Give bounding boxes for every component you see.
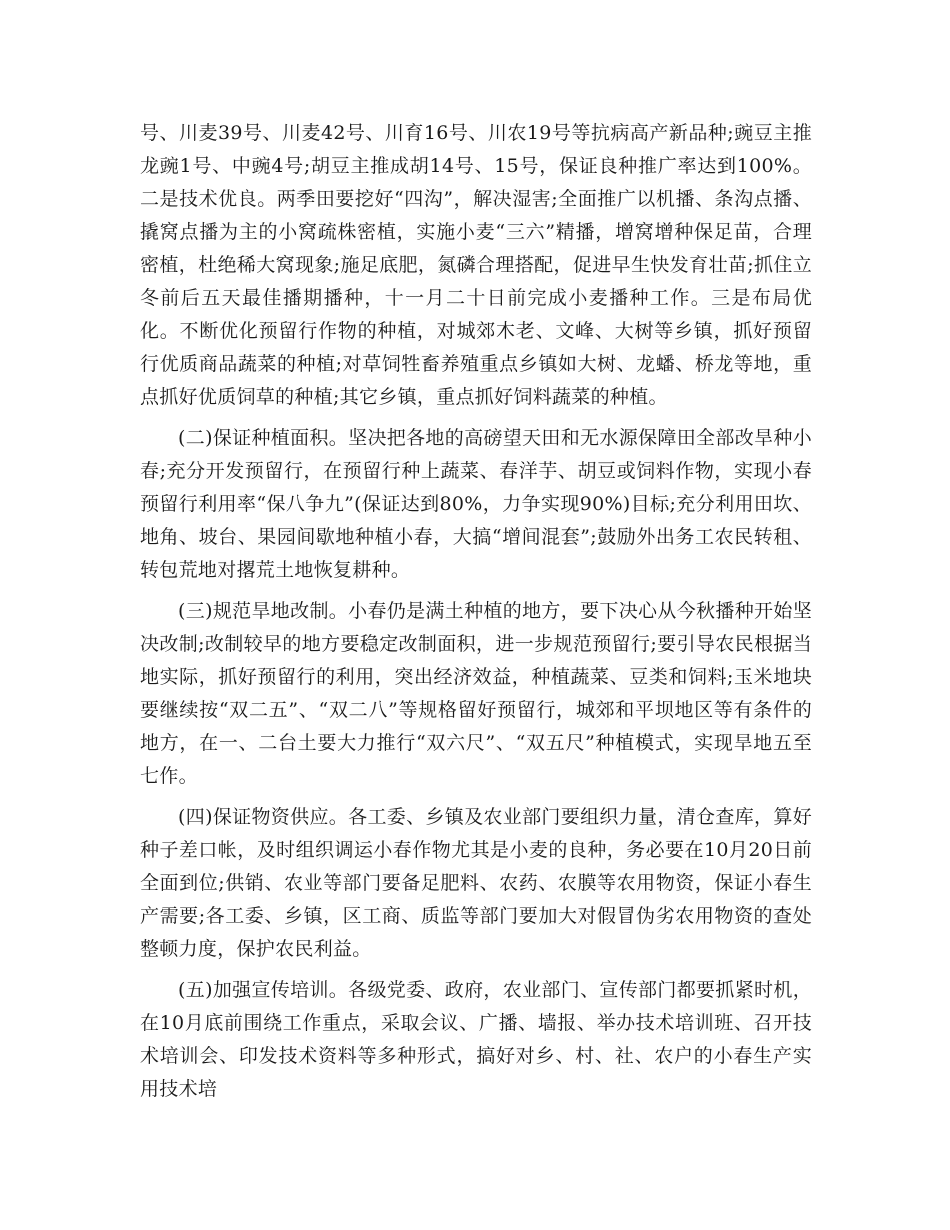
paragraph-continued: 号、川麦39号、川麦42号、川育16号、川农19号等抗病高产新品种;豌豆主推龙豌1号、中豌4号;胡豆主推成胡14号、15号，保证良种推广率达到100%。二是技术优良。两季田要挖好“四沟”，解决湿害;全面推广以机播、条沟点播、撬窝点播为主的小窝疏株密植，实施小麦“三六”精播，增窝增种保足苗，合理密植，杜绝稀大窝现象;施足底肥，氮磷合理搭配，促进早生快发育壮苗;抓住立冬前后五天最佳播期播种，十一月二十日前完成小麦播种工作。三是布局优化。不断优化预留行作物的种植，对城郊木老、文峰、大树等乡镇，抓好预留行优质商品蔬菜的种植;对草饲牲畜养殖重点乡镇如大树、龙蟠、桥龙等地，重点抓好优质饲草的种植;其它乡镇，重点抓好饲料蔬菜的种植。 [140, 122, 812, 408]
paragraph-dryland-reform: (三)规范旱地改制。小春仍是满土种植的地方，要下决心从今秋播种开始坚决改制;改制较早的地方要稳定改制面积，进一步规范预留行;要引导农民根据当地实际，抓好预留行的利用，突出经济效益，种植蔬菜、豆类和饲料;玉米地块要继续按“双二五”、“双二八”等规格留好预留行，城郊和平坝地区等有条件的地方，在一、二台土要大力推行“双六尺”、“双五尺”种植模式，实现旱地五至七作。 [140, 600, 812, 787]
paragraph-material-supply: (四)保证物资供应。各工委、乡镇及农业部门要组织力量，清仓查库，算好种子差口帐，及时组织调运小春作物尤其是小麦的良种，务必要在10月20日前全面到位;供销、农业等部门要备足肥料、农药、农膜等农用物资，保证小春生产需要;各工委、乡镇，区工商、质监等部门要加大对假冒伪劣农用物资的查处整顿力度，保护农民利益。 [140, 806, 812, 960]
paragraph-planting-area: (二)保证种植面积。坚决把各地的高磅望天田和无水源保障田全部改旱种小春;充分开发预留行，在预留行种上蔬菜、春洋芋、胡豆或饲料作物，实现小春预留行利用率“保八争九”(保证达到80%，力争实现90%)目标;充分利用田坎、地角、坡台、果园间歇地种植小春，大搞“增间混套”;鼓励外出务工农民转租、转包荒地对撂荒土地恢复耕种。 [140, 427, 812, 581]
document-page [140, 117, 812, 1114]
paragraph-training: (五)加强宣传培训。各级党委、政府，农业部门、宣传部门都要抓紧时机，在10月底前围绕工作重点，采取会议、广播、墙报、举办技术培训班、召开技术培训会、印发技术资料等多种形式，搞好对乡、村、社、农户的小春生产实用技术培 [140, 979, 812, 1100]
